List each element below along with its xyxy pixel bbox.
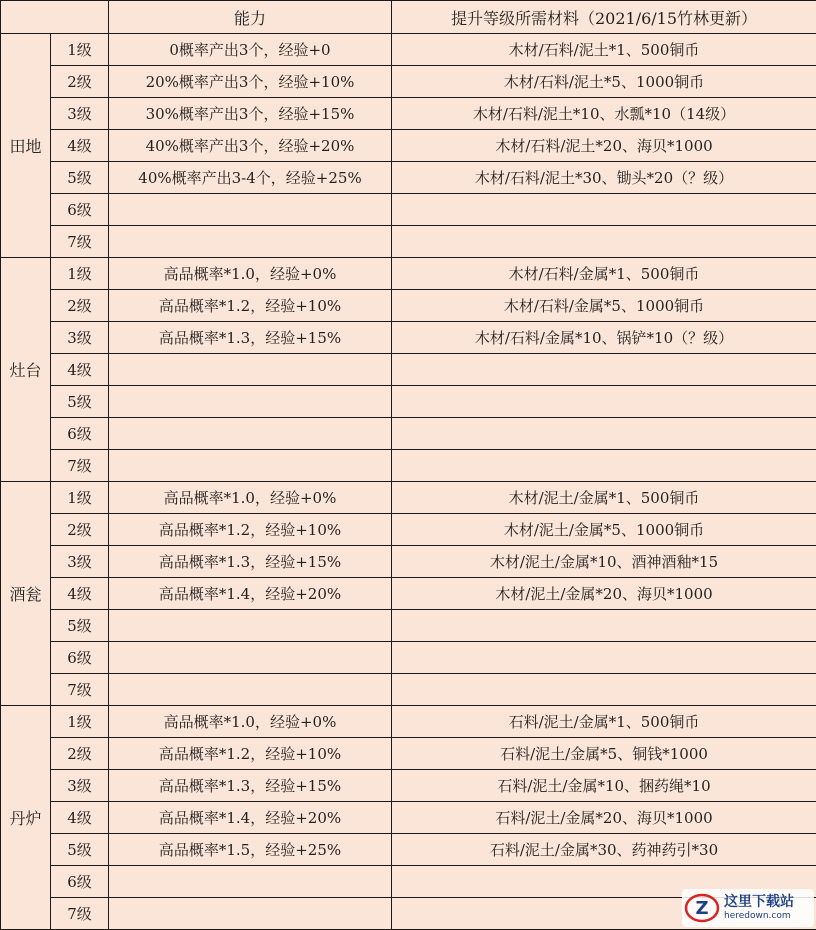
materials-cell: [392, 226, 816, 258]
materials-cell: 木材/石料/泥土*5、1000铜币: [392, 66, 816, 98]
materials-cell: [392, 610, 816, 642]
level-cell: 3级: [51, 770, 109, 802]
ability-cell: [109, 866, 392, 898]
facility-name-cell: 灶台: [1, 258, 51, 482]
materials-cell: 木材/泥土/金属*1、500铜币: [392, 482, 816, 514]
level-cell: 1级: [51, 258, 109, 290]
table-row: [1, 194, 816, 226]
table-row: [1, 674, 816, 706]
level-cell: 5级: [51, 834, 109, 866]
table-row: [1, 546, 816, 578]
ability-cell: [109, 386, 392, 418]
level-cell: 3级: [51, 98, 109, 130]
level-cell: 5级: [51, 162, 109, 194]
watermark-site-url: heredown.com: [724, 912, 794, 921]
ability-cell: [109, 354, 392, 386]
level-cell: 7级: [51, 226, 109, 258]
ability-cell: 20%概率产出3个，经验+10%: [109, 66, 392, 98]
table-row: [1, 322, 816, 354]
materials-cell: 木材/泥土/金属*20、海贝*1000: [392, 578, 816, 610]
table-row: [1, 738, 816, 770]
ability-cell: 高品概率*1.4，经验+20%: [109, 802, 392, 834]
table-row: [1, 98, 816, 130]
materials-cell: [392, 354, 816, 386]
ability-cell: 高品概率*1.2，经验+10%: [109, 738, 392, 770]
materials-cell: 木材/石料/泥土*20、海贝*1000: [392, 130, 816, 162]
level-cell: 4级: [51, 578, 109, 610]
ability-cell: 40%概率产出3-4个，经验+25%: [109, 162, 392, 194]
table-row: [1, 162, 816, 194]
materials-cell: 木材/泥土/金属*10、酒神酒釉*15: [392, 546, 816, 578]
table-row: [1, 386, 816, 418]
materials-cell: 木材/石料/泥土*1、500铜币: [392, 34, 816, 66]
table-row: [1, 226, 816, 258]
table-row: [1, 130, 816, 162]
ability-cell: 高品概率*1.0，经验+0%: [109, 482, 392, 514]
materials-cell: [392, 418, 816, 450]
level-cell: 3级: [51, 546, 109, 578]
level-cell: 1级: [51, 34, 109, 66]
level-cell: 5级: [51, 610, 109, 642]
table-row: [1, 354, 816, 386]
table-body: [1, 34, 816, 930]
header-materials: 提升等级所需材料（2021/6/15竹林更新）: [392, 1, 816, 34]
level-cell: 4级: [51, 130, 109, 162]
table-row: [1, 642, 816, 674]
ability-cell: 30%概率产出3个，经验+15%: [109, 98, 392, 130]
materials-cell: 石料/泥土/金属*30、药神药引*30: [392, 834, 816, 866]
level-cell: 7级: [51, 898, 109, 930]
header-ability: 能力: [109, 1, 392, 34]
materials-cell: 木材/石料/泥土*30、锄头*20（？级）: [392, 162, 816, 194]
watermark-site-name: 这里下载站: [724, 895, 794, 909]
table-row: [1, 290, 816, 322]
ability-cell: 高品概率*1.5，经验+25%: [109, 834, 392, 866]
level-cell: 7级: [51, 674, 109, 706]
ability-cell: 40%概率产出3个，经验+20%: [109, 130, 392, 162]
table-row: [1, 258, 816, 290]
site-watermark: [682, 889, 814, 927]
materials-cell: 石料/泥土/金属*5、铜钱*1000: [392, 738, 816, 770]
level-cell: 6级: [51, 866, 109, 898]
ability-cell: [109, 194, 392, 226]
logo-letter: Z: [695, 898, 708, 919]
table-row: [1, 418, 816, 450]
ability-cell: [109, 674, 392, 706]
ability-cell: 高品概率*1.2，经验+10%: [109, 290, 392, 322]
materials-cell: 木材/石料/金属*5、1000铜币: [392, 290, 816, 322]
materials-cell: 木材/石料/泥土*10、水瓢*10（14级）: [392, 98, 816, 130]
header-blank-cell: [1, 1, 109, 34]
table-row: [1, 514, 816, 546]
materials-cell: 石料/泥土/金属*20、海贝*1000: [392, 802, 816, 834]
level-cell: 4级: [51, 802, 109, 834]
level-cell: 2级: [51, 738, 109, 770]
ability-cell: 0概率产出3个，经验+0: [109, 34, 392, 66]
table-row: [1, 706, 816, 738]
table-row: [1, 450, 816, 482]
level-cell: 1级: [51, 482, 109, 514]
materials-cell: 木材/石料/金属*1、500铜币: [392, 258, 816, 290]
ability-cell: [109, 418, 392, 450]
ability-cell: 高品概率*1.4，经验+20%: [109, 578, 392, 610]
level-cell: 5级: [51, 386, 109, 418]
watermark-text: [724, 895, 794, 921]
ability-cell: 高品概率*1.3，经验+15%: [109, 546, 392, 578]
table-row: [1, 802, 816, 834]
level-cell: 1级: [51, 706, 109, 738]
table-row: [1, 34, 816, 66]
level-cell: 2级: [51, 514, 109, 546]
materials-cell: [392, 642, 816, 674]
ability-cell: [109, 226, 392, 258]
table-row: [1, 66, 816, 98]
materials-cell: [392, 386, 816, 418]
level-cell: 6级: [51, 418, 109, 450]
materials-cell: 木材/石料/金属*10、锅铲*10（？级）: [392, 322, 816, 354]
ability-cell: 高品概率*1.3，经验+15%: [109, 770, 392, 802]
materials-cell: 石料/泥土/金属*1、500铜币: [392, 706, 816, 738]
level-cell: 6级: [51, 194, 109, 226]
ability-cell: [109, 642, 392, 674]
facility-name-cell: 丹炉: [1, 706, 51, 930]
materials-cell: 石料/泥土/金属*10、捆药绳*10: [392, 770, 816, 802]
table-row: [1, 834, 816, 866]
level-cell: 6级: [51, 642, 109, 674]
facility-name-cell: 田地: [1, 34, 51, 258]
level-cell: 3级: [51, 322, 109, 354]
level-cell: 7级: [51, 450, 109, 482]
heredown-logo-icon: [684, 892, 720, 924]
level-cell: 2级: [51, 290, 109, 322]
materials-cell: [392, 194, 816, 226]
table-row: [1, 610, 816, 642]
facility-name-cell: 酒瓮: [1, 482, 51, 706]
ability-cell: 高品概率*1.2，经验+10%: [109, 514, 392, 546]
table-row: [1, 482, 816, 514]
materials-cell: 木材/泥土/金属*5、1000铜币: [392, 514, 816, 546]
ability-cell: [109, 610, 392, 642]
level-cell: 2级: [51, 66, 109, 98]
table-row: [1, 770, 816, 802]
materials-cell: [392, 450, 816, 482]
ability-cell: 高品概率*1.0，经验+0%: [109, 706, 392, 738]
ability-cell: [109, 898, 392, 930]
ability-cell: 高品概率*1.3，经验+15%: [109, 322, 392, 354]
table-row: [1, 578, 816, 610]
ability-cell: 高品概率*1.0，经验+0%: [109, 258, 392, 290]
header-row: [1, 1, 816, 34]
materials-cell: [392, 674, 816, 706]
ability-cell: [109, 450, 392, 482]
level-cell: 4级: [51, 354, 109, 386]
